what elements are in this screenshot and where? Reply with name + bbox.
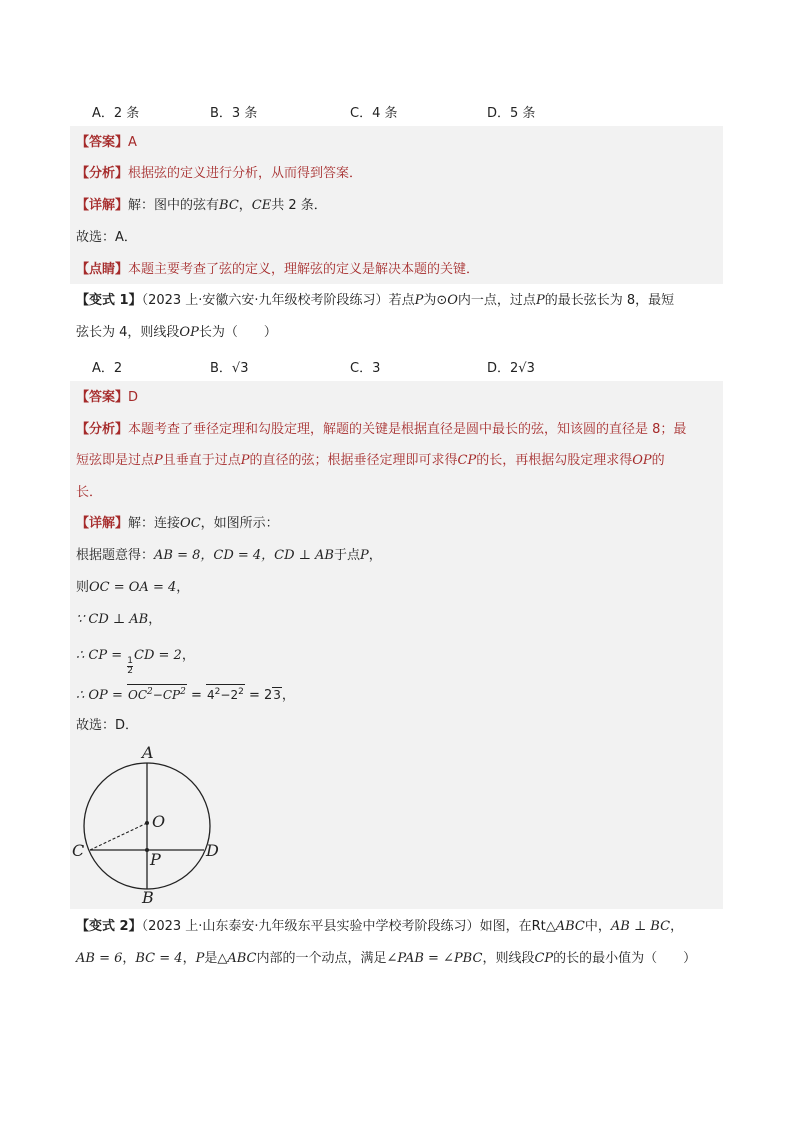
stem-text: ，	[182, 951, 196, 966]
stem-text: 内一点，过点	[457, 293, 536, 308]
detail-tag: 【详解】	[76, 516, 129, 531]
step-text: ，	[181, 648, 195, 663]
step-line-1	[76, 547, 382, 565]
answer-line-1	[76, 134, 137, 152]
option-a	[92, 102, 139, 121]
analysis-text: 的	[651, 453, 665, 468]
point-o	[145, 821, 149, 825]
option-value: 3	[372, 361, 381, 376]
label-p: P	[150, 850, 161, 869]
option-value: 3 条	[231, 106, 258, 121]
variant2-stem-line2	[76, 950, 696, 968]
math-expr: AB ⊥ BC	[610, 919, 671, 934]
stem-text: 若点	[388, 293, 415, 308]
option-label: B．	[210, 106, 232, 121]
detail-text: ，	[238, 198, 252, 213]
sqrt-expr-2: $4^2-2^2$	[206, 684, 245, 702]
sqrt-expr-1: $OC^2-CP^2$	[127, 684, 187, 702]
stem-text: 如图，在	[479, 919, 532, 934]
option-value: 2	[113, 361, 123, 376]
math-expr: AB = 8，CD = 4，CD ⊥ AB	[154, 548, 334, 563]
detail-text: 共 2 条．	[271, 198, 327, 213]
exponent: 2	[238, 687, 244, 697]
comment-text: 本题主要考查了弦的定义，理解弦的定义是解决本题的关键．	[128, 262, 480, 277]
stem-text: 长为（ ）	[198, 325, 277, 340]
v1-option-c	[350, 357, 380, 376]
analysis-line-2c: 长．	[76, 485, 103, 500]
choose-line-1: 故选：A．	[76, 230, 137, 245]
option-label: C．	[350, 361, 373, 376]
option-label: D．	[487, 106, 511, 121]
option-label: B．	[210, 361, 232, 376]
math-expr: ∴ CP =	[76, 648, 123, 663]
answer-line-2	[76, 389, 138, 407]
variant-source: （2023 上·安徽六安·九年级校考阶段练习）	[141, 293, 389, 308]
option-value: √3	[231, 361, 249, 376]
option-label: A．	[92, 106, 114, 121]
option-label: C．	[350, 106, 373, 121]
exponent: 2	[214, 687, 221, 697]
math-var: BC	[219, 198, 239, 213]
step-line-4	[76, 647, 195, 676]
analysis-text: 短弦即是过点	[76, 453, 155, 468]
stem-text: 弦长为 4，则线段	[76, 325, 180, 340]
math-var: P	[240, 453, 250, 468]
math-expr: Rt△	[531, 919, 556, 934]
option-label: D．	[487, 361, 511, 376]
variant-source: （2023 上·山东泰安·九年级东平县实验中学校考阶段练习）	[141, 919, 480, 934]
math-expr: CD = 2	[134, 648, 182, 663]
math-expr: AB = 6	[76, 951, 123, 966]
math-var: P	[195, 951, 205, 966]
step-line-3	[76, 611, 161, 629]
stem-text: 中，	[584, 919, 611, 934]
label-b: B	[142, 888, 154, 907]
choose-line-2: 故选：D．	[76, 718, 139, 733]
sqrt-expr-3	[272, 687, 282, 702]
math-expr: BC = 4	[135, 951, 183, 966]
analysis-text: 的长，再根据勾股定理求得	[476, 453, 633, 468]
math-var: O	[447, 293, 458, 308]
label-d: D	[206, 841, 219, 860]
step-line-5	[76, 684, 295, 705]
stem-text: 是	[204, 951, 218, 966]
step-text: 于点	[334, 548, 361, 563]
variant-tag: 【变式 1】	[76, 293, 142, 308]
detail-text: ，如图所示：	[200, 516, 279, 531]
step-line-2	[76, 579, 189, 597]
math-expr: △ABC	[217, 951, 257, 966]
math-var: CE	[251, 198, 272, 213]
label-c: C	[72, 841, 85, 860]
segment-oc	[90, 823, 147, 850]
v1-option-b	[210, 357, 248, 376]
analysis-text: 本题考查了垂径定理和勾股定理，解题的关键是根据直径是圆中最长的弦，知该圆的直径是 8；最	[128, 422, 687, 437]
v1-option-a	[92, 357, 122, 376]
math-var: OP	[179, 325, 199, 340]
variant1-stem-line2	[76, 324, 277, 342]
label-a: A	[142, 743, 154, 762]
math-var: P	[414, 293, 424, 308]
circle-symbol: ⊙	[436, 293, 448, 308]
stem-text: ，则线段	[482, 951, 535, 966]
option-b	[210, 102, 257, 121]
answer-tag: 【答案】	[76, 135, 129, 150]
math-expr: =	[190, 688, 202, 703]
stem-text: ，	[670, 919, 684, 934]
math-var: OC	[127, 688, 148, 702]
math-var: OP	[632, 453, 652, 468]
math-var: P	[154, 453, 163, 468]
analysis-line-2a	[76, 421, 686, 439]
math-var: P	[360, 548, 369, 563]
detail-tag: 【详解】	[76, 198, 129, 213]
analysis-tag: 【分析】	[76, 166, 129, 181]
answer-value: A	[128, 135, 137, 150]
detail-text: 解：图中的弦有	[128, 198, 220, 213]
stem-text: 内部的一个动点，满足	[256, 951, 387, 966]
math-var: CP	[457, 453, 477, 468]
fraction-denominator: 2	[127, 666, 133, 676]
math-var: ABC	[555, 919, 585, 934]
math-var: CP	[534, 951, 554, 966]
math-var: P	[535, 293, 545, 308]
math-num: 4	[207, 688, 215, 702]
point-p	[145, 848, 149, 852]
option-value: 2√3	[510, 361, 535, 376]
comment-line-1	[76, 261, 479, 279]
option-value: 2 条	[113, 106, 140, 121]
step-text: ，	[368, 548, 382, 563]
step-text: ，	[281, 688, 295, 703]
analysis-text: 的直径的弦；根据垂径定理即可求得	[249, 453, 458, 468]
exponent: 2	[147, 687, 153, 697]
analysis-line-1	[76, 165, 362, 183]
math-num: 3	[273, 688, 281, 702]
detail-line-1	[76, 197, 327, 215]
detail-text: 解：连接	[128, 516, 181, 531]
stem-text: ，	[122, 951, 136, 966]
option-value: 5 条	[510, 106, 536, 121]
v1-option-d	[487, 357, 535, 376]
fraction	[127, 657, 133, 676]
variant-tag: 【变式 2】	[76, 919, 142, 934]
comment-tag: 【点睛】	[76, 262, 129, 277]
option-d	[487, 102, 535, 121]
math-num: 2	[230, 688, 239, 702]
step-text: 则	[76, 580, 90, 595]
math-expr: ∠PAB = ∠PBC	[386, 951, 483, 966]
step-text: 根据题意得：	[76, 548, 155, 563]
stem-text: 的长的最小值为（ ）	[553, 951, 697, 966]
option-label: A．	[92, 361, 114, 376]
math-var: CP	[162, 688, 181, 702]
stem-text: 的最长弦长为 8，最短	[544, 293, 675, 308]
analysis-tag: 【分析】	[76, 422, 129, 437]
step-text: ，	[176, 580, 190, 595]
option-value: 4 条	[372, 106, 398, 121]
option-c	[350, 102, 397, 121]
answer-value: D	[128, 390, 139, 405]
analysis-line-2b	[76, 452, 665, 470]
math-var: OC	[180, 516, 201, 531]
math-expr: ∵ CD ⊥ AB	[76, 612, 149, 627]
variant1-stem-line1	[76, 292, 674, 310]
stem-text: 为	[423, 293, 437, 308]
fraction-numerator: 1	[127, 656, 133, 666]
detail-line-2	[76, 515, 279, 533]
variant2-stem-line1	[76, 918, 683, 936]
math-expr: OC = OA = 4	[89, 580, 177, 595]
label-o: O	[152, 812, 166, 831]
answer-tag: 【答案】	[76, 390, 129, 405]
analysis-text: 且垂直于过点	[162, 453, 241, 468]
math-expr: ∴ OP =	[76, 688, 123, 703]
step-text: ，	[148, 612, 162, 627]
analysis-text: 根据弦的定义进行分析，从而得到答案．	[128, 166, 363, 181]
math-expr: = 2	[248, 688, 273, 703]
circle-figure	[70, 741, 240, 907]
exponent: 2	[180, 687, 186, 697]
